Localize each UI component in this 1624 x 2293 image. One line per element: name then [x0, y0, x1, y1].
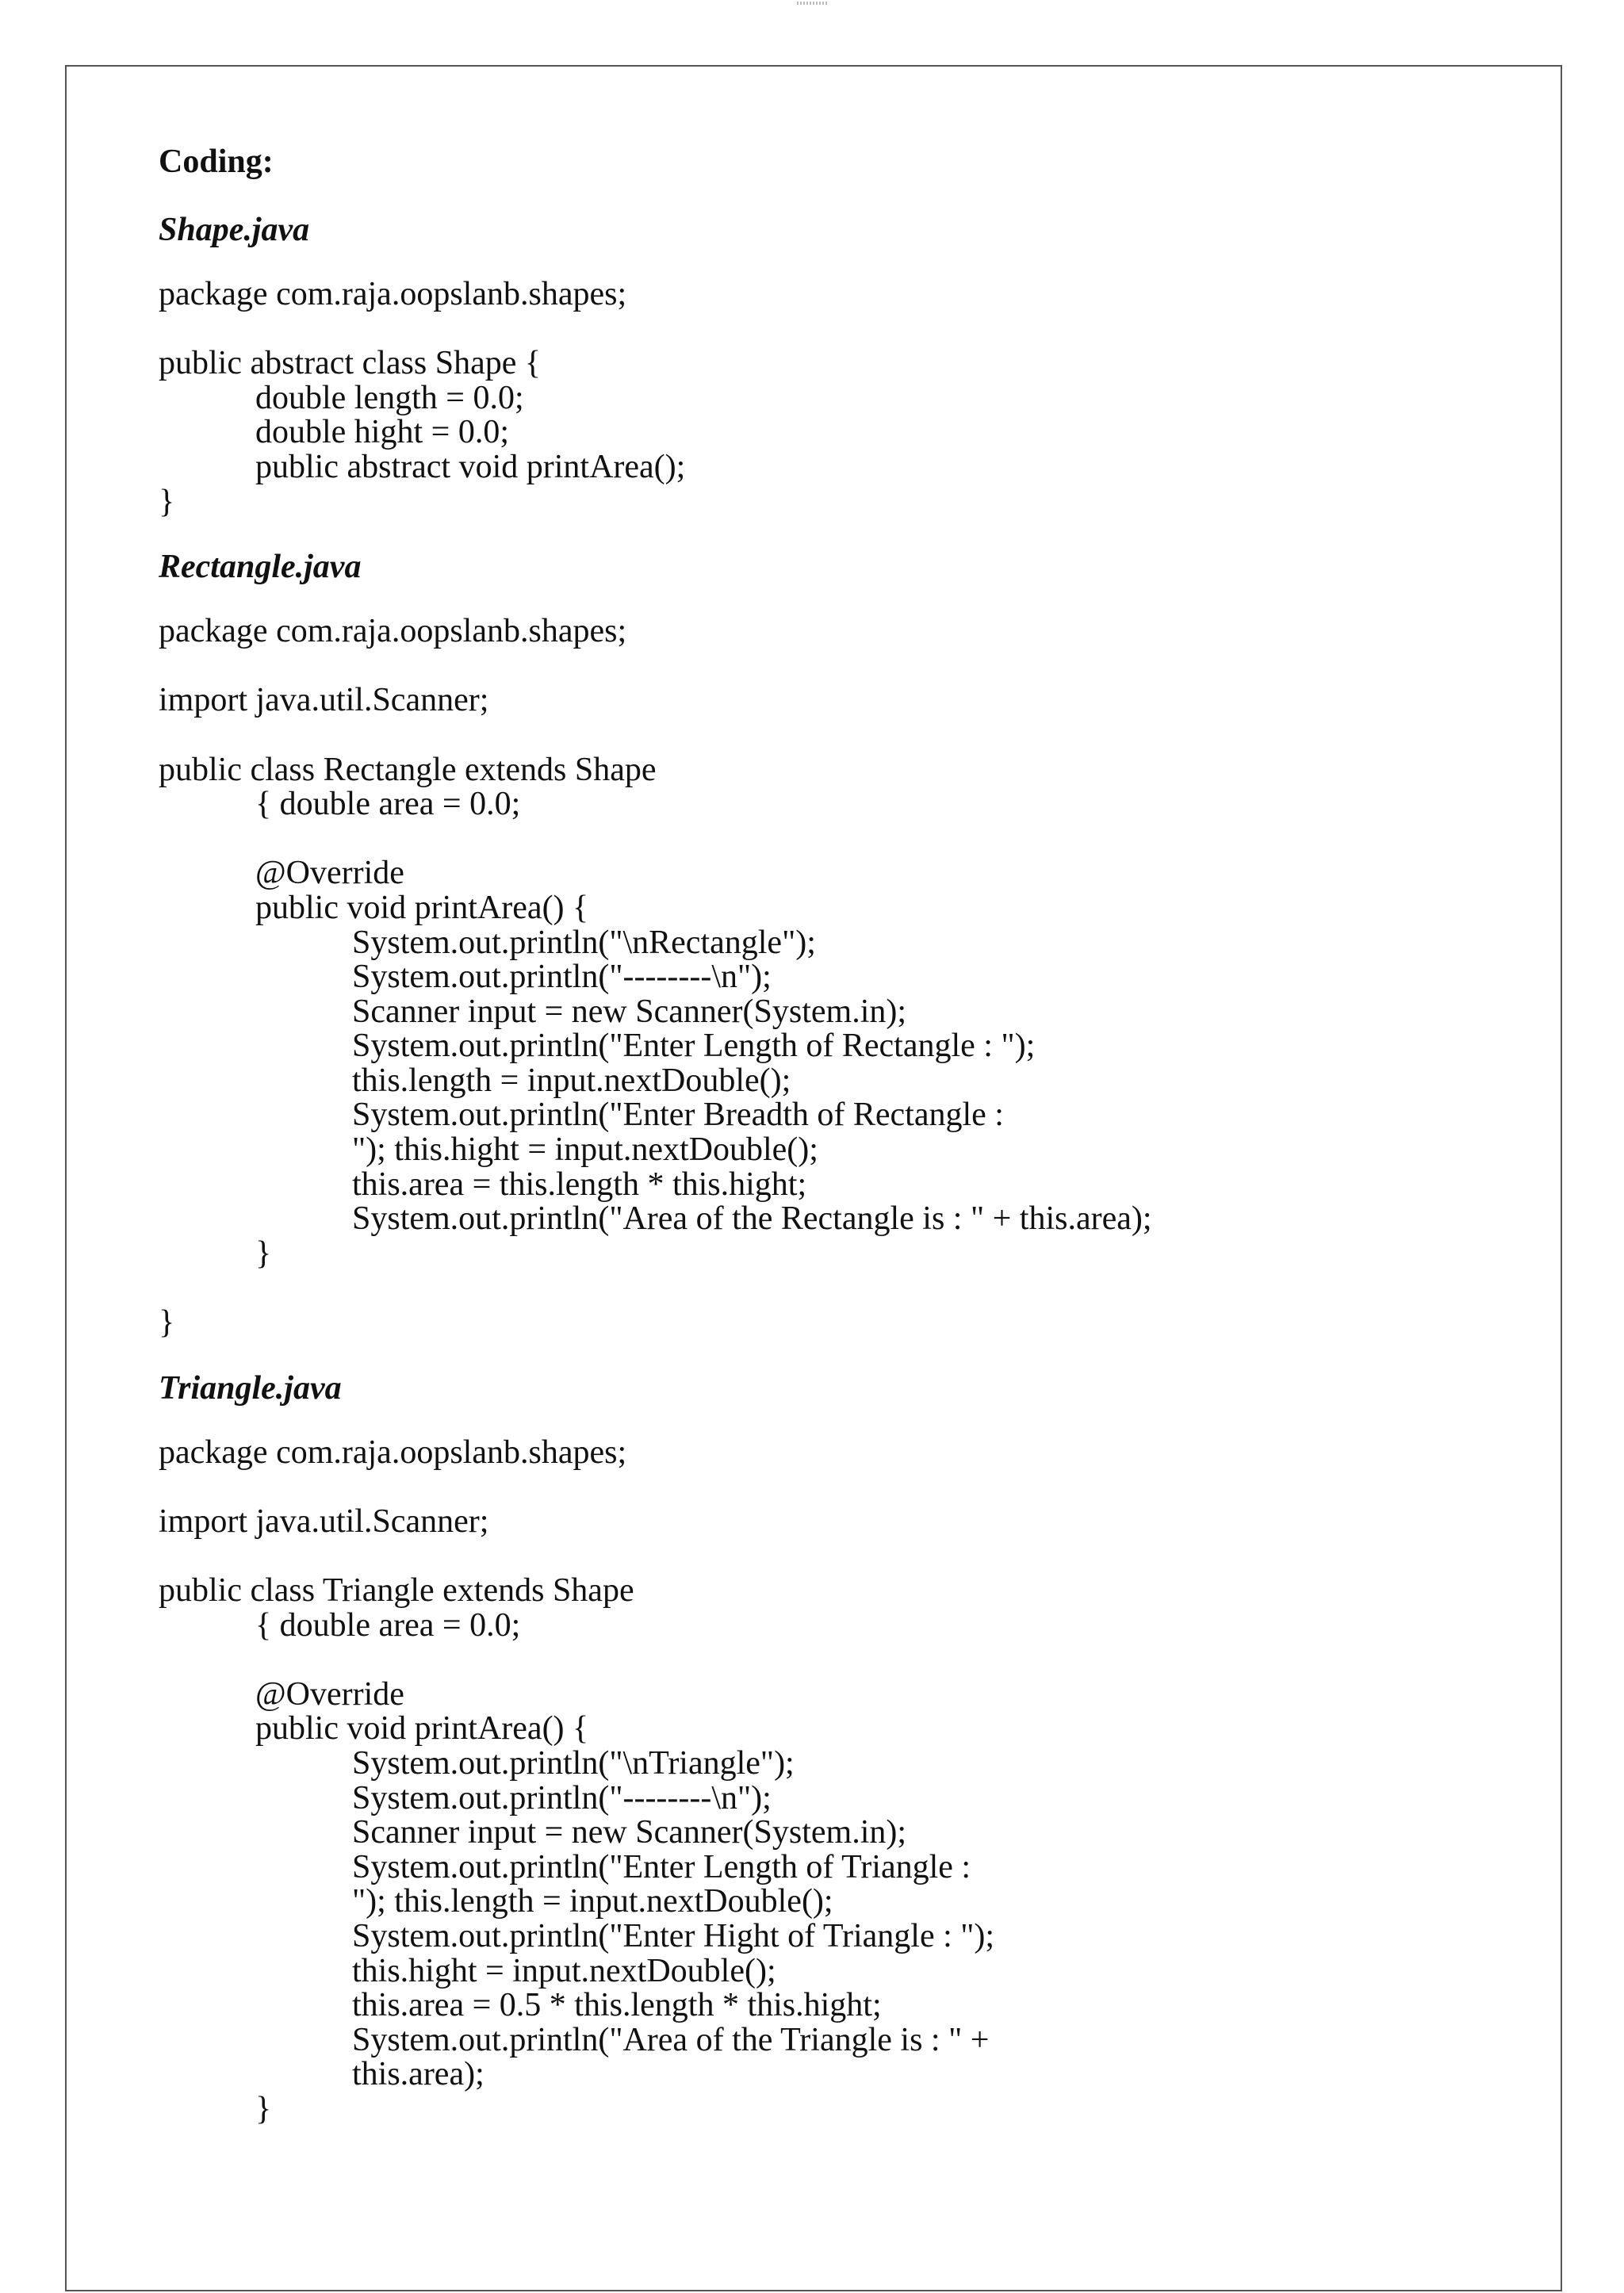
code-line: package com.raja.oopslanb.shapes;: [159, 276, 627, 312]
code-line: public abstract class Shape {: [159, 345, 542, 382]
code-line: public class Rectangle extends Shape: [159, 751, 657, 788]
blank-line: [159, 1539, 1522, 1574]
code-block: [159, 278, 1522, 519]
code-line: System.out.println("\nRectangle");: [352, 924, 816, 961]
file-title: Shape.java: [159, 212, 310, 248]
blank-line: [159, 1643, 1522, 1678]
code-line: @Override: [255, 855, 404, 892]
file-section: [159, 209, 1522, 519]
code-line: System.out.println("--------\n");: [352, 1779, 772, 1816]
code-line: System.out.println("\nTriangle");: [352, 1744, 795, 1782]
code-line: System.out.println("Area of the Triangle is : " +: [352, 2021, 990, 2058]
code-line: }: [159, 1304, 175, 1342]
code-line: Scanner input = new Scanner(System.in);: [352, 1814, 907, 1851]
code-line: import java.util.Scanner;: [159, 1503, 489, 1540]
code-line: "); this.hight = input.nextDouble();: [352, 1131, 818, 1169]
code-line: this.area = this.length * this.hight;: [352, 1166, 807, 1203]
document-content: [159, 141, 1522, 2154]
code-line: package com.raja.oopslanb.shapes;: [159, 1434, 627, 1471]
code-block: [159, 1436, 1522, 2127]
page-header-mark: [797, 2, 829, 5]
file-listings: [159, 209, 1522, 2127]
code-line: package com.raja.oopslanb.shapes;: [159, 613, 627, 650]
code-line: public abstract void printArea();: [255, 448, 686, 485]
code-line: this.area = 0.5 * this.length * this.hight;: [352, 1987, 882, 2024]
code-line: }: [255, 1235, 272, 1272]
code-line: }: [159, 483, 175, 520]
code-line: @Override: [255, 1675, 404, 1713]
blank-line: [159, 1470, 1522, 1505]
code-line: import java.util.Scanner;: [159, 682, 489, 719]
blank-line: [159, 822, 1522, 857]
code-line: this.area);: [352, 2056, 485, 2093]
code-line: public void printArea() {: [255, 1710, 589, 1748]
file-title: Rectangle.java: [159, 549, 362, 586]
blank-line: [159, 649, 1522, 684]
code-line: "); this.length = input.nextDouble();: [352, 1883, 833, 1920]
code-line: double length = 0.0;: [255, 379, 524, 416]
code-line: public void printArea() {: [255, 889, 589, 926]
code-line: double hight = 0.0;: [255, 414, 510, 451]
blank-line: [159, 718, 1522, 753]
code-line: System.out.println("Enter Length of Rectangle : ");: [352, 1028, 1036, 1065]
blank-line: [159, 312, 1522, 347]
code-line: Scanner input = new Scanner(System.in);: [352, 993, 907, 1030]
code-line: { double area = 0.0;: [255, 1606, 521, 1644]
code-line: System.out.println("--------\n");: [352, 959, 772, 996]
section-heading: Coding:: [159, 144, 274, 180]
code-line: public class Triangle extends Shape: [159, 1572, 634, 1609]
code-line: this.length = input.nextDouble();: [352, 1062, 791, 1099]
code-line: }: [255, 2090, 272, 2127]
code-line: System.out.println("Enter Length of Triangle :: [352, 1848, 971, 1885]
blank-line: [159, 1271, 1522, 1306]
code-line: System.out.println("Enter Breadth of Rectangle :: [352, 1097, 1004, 1134]
file-title: Triangle.java: [159, 1369, 342, 1407]
code-line: System.out.println("Enter Hight of Triangle : ");: [352, 1917, 995, 1954]
code-block: [159, 614, 1522, 1340]
file-section: [159, 1368, 1522, 2127]
code-line: System.out.println("Area of the Rectangle is : " + this.area);: [352, 1200, 1152, 1238]
code-line: this.hight = input.nextDouble();: [352, 1952, 776, 1989]
file-section: [159, 546, 1522, 1340]
code-line: { double area = 0.0;: [255, 786, 521, 823]
